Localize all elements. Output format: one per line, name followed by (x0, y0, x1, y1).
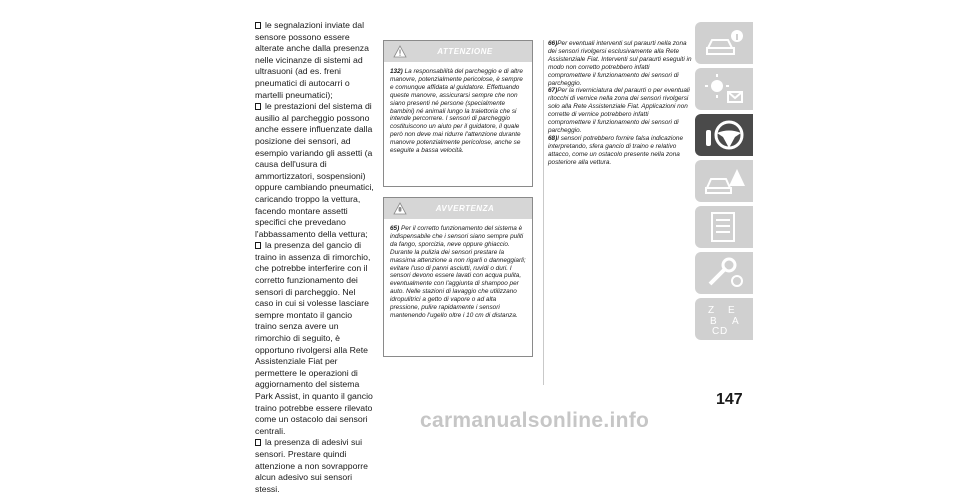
car-warning-icon (704, 164, 746, 198)
wrench-car-icon (704, 256, 746, 290)
steering-wheel-icon (704, 118, 746, 152)
note-text: Per eventuali interventi sul paraurti nella zona dei sensori rivolgersi esclusivamente alla Rete Assistenziale Fiat. Interventi sul paraurti eseguiti in modo non corretto potrebbero infatti compromettere il funzionamento dei sensori di parcheggio. (548, 40, 692, 87)
note-number: 66) (548, 40, 558, 47)
chapter-sidebar (695, 22, 755, 344)
hand-caution-icon (393, 202, 407, 215)
car-info-icon (704, 26, 746, 60)
tab-technical-data[interactable] (695, 252, 753, 294)
alphabet-index-icon (704, 302, 746, 336)
attention-box (383, 40, 533, 187)
service-checklist-icon (704, 210, 746, 244)
tab-warnings[interactable] (695, 160, 753, 202)
warning-title: AVVERTENZA (435, 204, 495, 213)
page-number: 147 (716, 391, 743, 408)
sun-lights-icon (704, 72, 746, 106)
attention-title: ATTENZIONE (437, 47, 493, 56)
tab-car-info[interactable] (695, 22, 753, 64)
index-letter: A (732, 316, 739, 327)
right-column (548, 40, 693, 167)
note-text: Per la riverniciatura del paraurti o per eventuali ritocchi di vernice nella zona dei sensori rivolgersi solo alla Rete Assistenziale Fiat. Applicazioni non corrette di vernice potrebbero infatti compromettere il funzionamento dei sensori di parcheggio. (548, 87, 690, 134)
note-number: 68) (548, 134, 558, 142)
checkbox-bullet-icon (255, 242, 261, 249)
warning-box (383, 197, 533, 357)
checkbox-bullet-icon (255, 439, 261, 446)
warning-triangle-icon (393, 45, 407, 58)
index-letter: D (720, 326, 728, 336)
attention-number: 132) (390, 68, 403, 75)
bullet-text: la presenza del gancio di traino in assenza di rimorchio, che potrebbe interferire con il corretto funzionamento dei sensori di parcheggio. Nel caso in cui si volesse lasciare sempre montato il gancio traino senza avere un rimorchio di seguito, è opportuno rivolgersi alla Rete Assistenziale Fiat per permettere le operazioni di aggiornamento del sistema Park Assist, in quanto il gancio traino potrebbe essere rilevato come un ostacolo dai sensori centrali. (255, 240, 373, 436)
checkbox-bullet-icon (255, 103, 261, 110)
left-column (255, 20, 375, 495)
index-letter: B (710, 316, 717, 327)
note-number: 67) (548, 87, 558, 95)
watermark: carmanualsonline.info (420, 409, 650, 432)
bullet-text: la presenza di adesivi sui sensori. Prestare quindi attenzione a non sovrapporre alcun adesivo sui sensori stessi. (255, 437, 369, 494)
note-paragraph (548, 135, 693, 167)
tab-maintenance[interactable] (695, 206, 753, 248)
bullet-text: le prestazioni del sistema di ausilio al parcheggio possono anche essere influenzate dalla posizione dei sensori, ad esempio variando gli assetti (a causa dell'usura di ammortizzatori, sospensioni) oppure cambiando pneumatici, caricando troppo la vettura, facendo montare assetti specifici che prevedano l'abbassamento della vettura; (255, 101, 374, 239)
attention-header (384, 41, 532, 62)
tab-starting-driving[interactable] (695, 114, 753, 156)
tab-lights[interactable] (695, 68, 753, 110)
tab-index[interactable] (695, 298, 753, 340)
note-paragraph (548, 40, 693, 87)
column-divider (543, 40, 544, 385)
index-letter: Z (708, 305, 715, 316)
checkbox-bullet-icon (255, 22, 261, 29)
bullet-item (255, 240, 375, 437)
bullet-item (255, 437, 375, 495)
bullet-text: le segnalazioni inviate dal sensore possono essere alterate anche dalla presenza nelle vicinanze di sistemi ad ultrasuoni (ad es. freni pneumatici di autocarri o martelli pneumatici); (255, 20, 369, 100)
bullet-item (255, 20, 375, 101)
attention-body (384, 62, 532, 161)
middle-column (383, 40, 533, 357)
index-letter: C (712, 326, 720, 336)
warning-header (384, 198, 532, 219)
note-paragraph (548, 87, 693, 134)
warning-number: 65) (390, 225, 400, 232)
attention-text: La responsabilità del parcheggio e di altre manovre, potenzialmente pericolose, è sempre e comunque affidata al guidatore. Effettuando queste manovre, assicurarsi sempre che non siano presenti né persone (specialmente bambini) né animali lungo la traiettoria che si intende percorrere. I sensori di parcheggio costituiscono un aiuto per il guidatore, il quale però non deve mai ridurre l'attenzione durante manovre potenzialmente pericolose, anche se eseguite a bassa velocità. (390, 68, 523, 155)
bullet-item (255, 101, 375, 240)
note-text: I sensori potrebbero fornire falsa indicazione interpretando, sfera gancio di traino e relativo attacco, come un ostacolo presente nella zona posteriore alla vettura. (548, 134, 684, 166)
warning-body (384, 219, 532, 326)
index-letter: E (728, 305, 735, 316)
warning-text: Per il corretto funzionamento del sistema è indispensabile che i sensori siano sempre puliti da fango, sporcizia, neve oppure ghiaccio. Durante la pulizia dei sensori prestare la massima attenzione a non rigarli o danneggiarli; evitare l'uso di panni asciutti, ruvidi o duri. I sensori devono essere lavati con acqua pulita, eventualmente con l'aggiunta di shampoo per auto. Nelle stazioni di lavaggio che utilizzano idropulitrici a getto di vapore o ad alta pressione, pulire rapidamente i sensori mantenendo l'ugello oltre i 10 cm di distanza. (390, 225, 526, 319)
